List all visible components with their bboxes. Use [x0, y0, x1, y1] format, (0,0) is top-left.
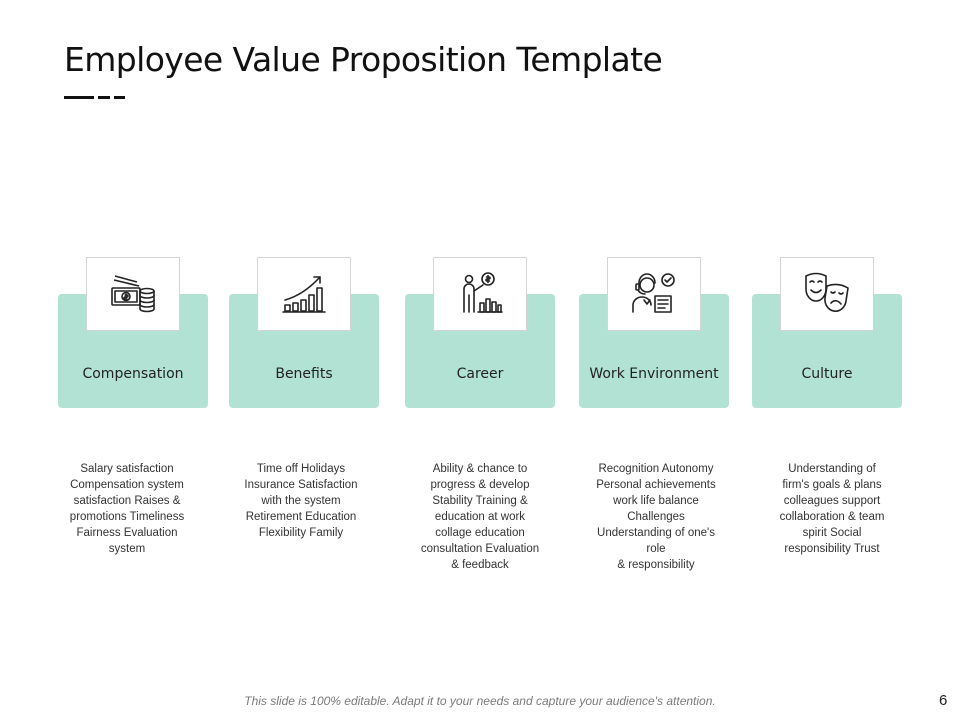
- desc-line: colleagues support: [783, 495, 881, 507]
- desc-line: Time off Holidays: [256, 463, 346, 475]
- pillar-icon-box: [86, 257, 180, 331]
- desc-line: Ability & chance to: [432, 463, 528, 475]
- desc-line: education at work: [434, 511, 526, 523]
- pillar-icon-box: [607, 257, 701, 331]
- desc-line: Understanding of: [788, 463, 876, 475]
- pillar-description: [581, 461, 731, 573]
- money-coins-icon: [109, 270, 157, 318]
- desc-line: Compensation system: [70, 479, 184, 491]
- pillar-description: [757, 461, 907, 557]
- desc-line: consultation Evaluation: [420, 543, 540, 555]
- desc-line: Retirement Education: [245, 511, 357, 523]
- page-number: 6: [939, 692, 948, 709]
- desc-line: with the system: [261, 495, 341, 507]
- pillar-label: Career: [456, 366, 504, 382]
- desc-line: & responsibility: [617, 559, 695, 571]
- slide-title: Employee Value Proposition Template: [64, 40, 663, 79]
- desc-line: collage education: [435, 527, 525, 539]
- pillar-label: Work Environment: [589, 366, 719, 382]
- desc-line: firm's goals & plans: [782, 479, 882, 491]
- pillar-description: [52, 461, 202, 557]
- pillar-label: Benefits: [275, 366, 333, 382]
- growth-chart-icon: [280, 270, 328, 318]
- desc-line: Stability Training &: [432, 495, 528, 507]
- desc-line: Personal achievements: [596, 479, 716, 491]
- desc-line: Understanding of one's: [597, 527, 715, 539]
- theater-masks-icon: [803, 270, 851, 318]
- desc-line: Salary satisfaction: [80, 463, 174, 475]
- desc-line: Flexibility Family: [258, 527, 344, 539]
- pillar-icon-box: [780, 257, 874, 331]
- pillar-icon-box: [257, 257, 351, 331]
- slide-footer-note: This slide is 100% editable. Adapt it to your needs and capture your audience's attention.: [244, 694, 716, 708]
- desc-line: Recognition Autonomy: [598, 463, 714, 475]
- pillar-description: [226, 461, 376, 541]
- title-underline-thick: [64, 96, 94, 99]
- desc-line: promotions Timeliness: [69, 511, 185, 523]
- pillar-label: Culture: [801, 366, 853, 382]
- title-underline-dash: [98, 96, 110, 99]
- employee-approval-icon: [630, 270, 678, 318]
- desc-line: satisfaction Raises &: [73, 495, 181, 507]
- desc-line: progress & develop: [430, 479, 530, 491]
- desc-line: responsibility Trust: [784, 543, 880, 555]
- desc-line: role: [646, 543, 666, 555]
- desc-line: & feedback: [451, 559, 509, 571]
- pillar-description: [405, 461, 555, 573]
- pillar-icon-box: [433, 257, 527, 331]
- desc-line: collaboration & team: [779, 511, 885, 523]
- desc-line: system: [108, 543, 146, 555]
- career-growth-icon: [456, 270, 504, 318]
- desc-line: spirit Social: [802, 527, 862, 539]
- desc-line: Challenges: [627, 511, 685, 523]
- desc-line: work life balance: [613, 495, 699, 507]
- desc-line: Insurance Satisfaction: [244, 479, 358, 491]
- desc-line: Fairness Evaluation: [76, 527, 178, 539]
- title-underline-dash: [114, 96, 125, 99]
- pillar-label: Compensation: [82, 366, 184, 382]
